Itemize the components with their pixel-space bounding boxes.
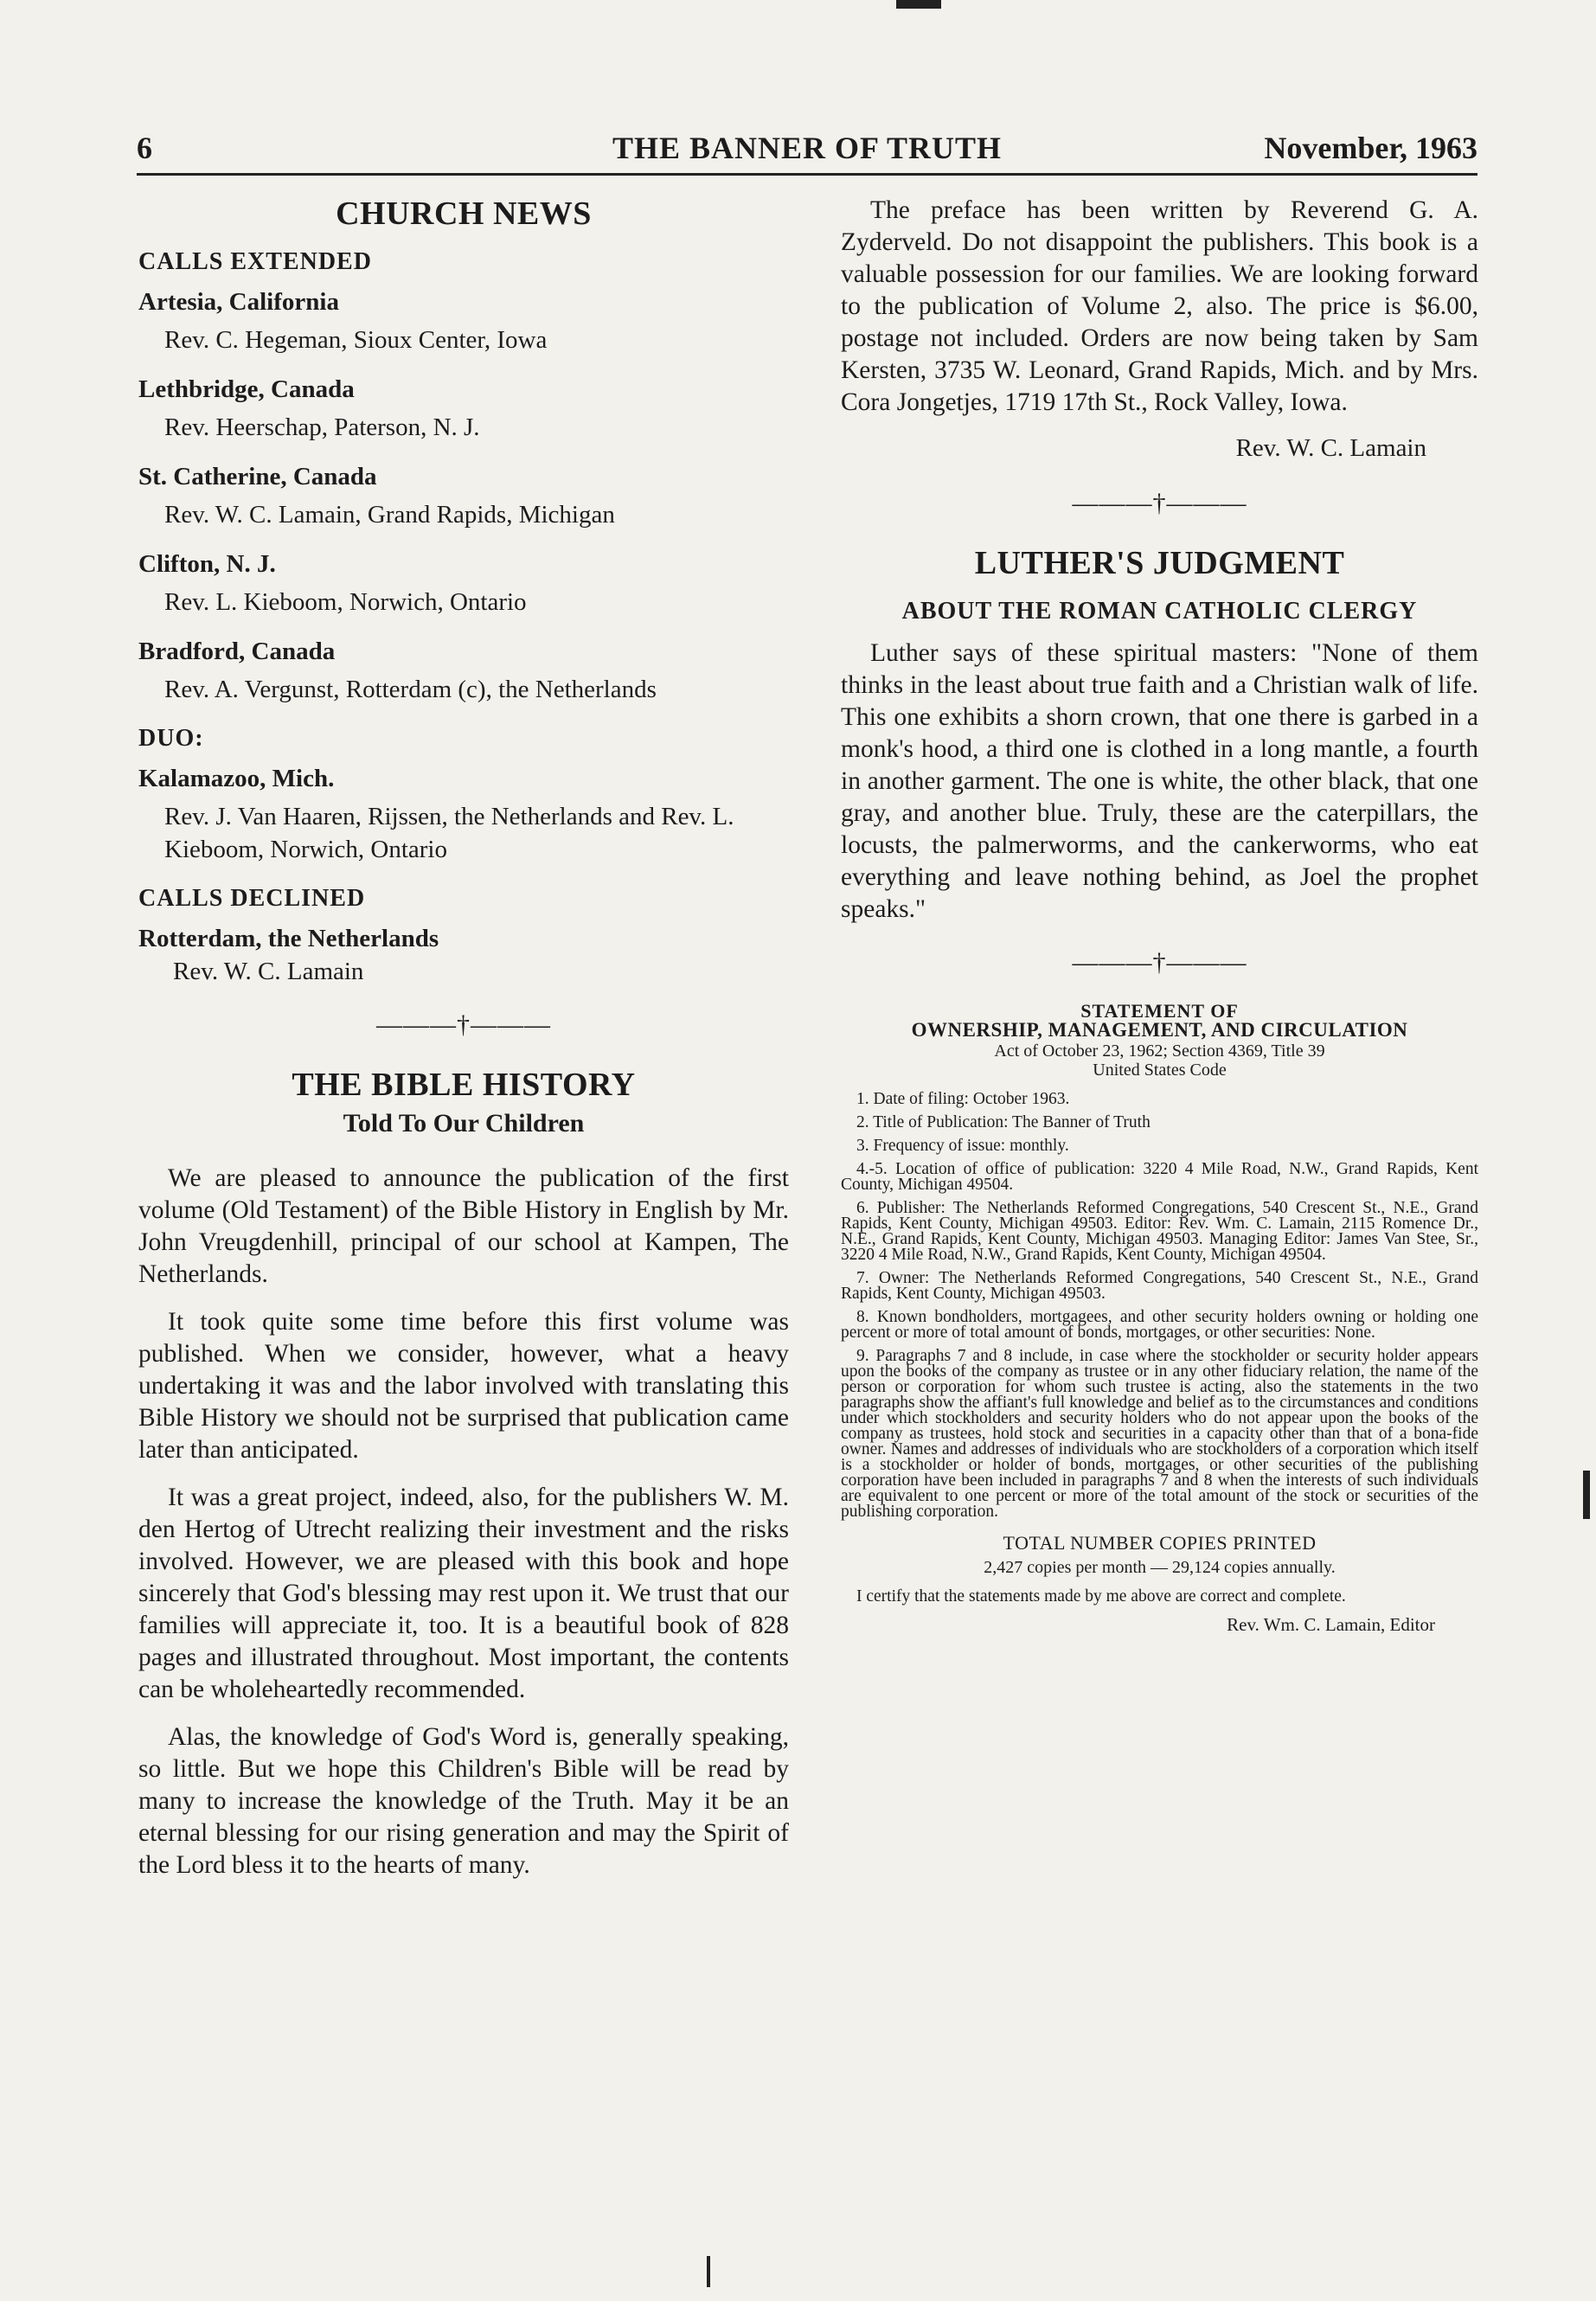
- call-place: Artesia, California: [138, 288, 339, 316]
- call-detail: Rev. L. Kieboom, Norwich, Ontario: [164, 588, 527, 616]
- article-paragraph: We are pleased to announce the publication of the first volume (Old Testament) of the Bible History in English by Mr. John Vreugdenhill, principal of our school at Kampen, The Netherlands.: [138, 1164, 789, 1288]
- article-paragraph: It was a great project, indeed, also, for the publishers W. M. den Hertog of Utrecht realizing their investment and the risks involved. However, we are pleased with this book and hope sincerely that God's blessing may rest upon it. We trust that our families will appreciate it, too. It is a beautiful book of 828 pages and illustrated throughout. Most important, the contents can be wholeheartedly recommended.: [138, 1484, 789, 1703]
- article-paragraph: It took quite some time before this first volume was published. When we consider, however, what a heavy undertaking it was and the labor involved with translating this Bible History we should not be surprised that publication came later than anticipated.: [138, 1308, 789, 1464]
- article-continuation: The preface has been written by Reverend G. A. Zyderveld. Do not disappoint the publishers. This book is a valuable possession for our families. We are looking forward to the publication of Volume 2, also. The price is $6.00, postage not included. Orders are now being taken by Sam Kersten, 3735 W. Leonard, Grand Rapids, Mich. and by Mrs. Cora Jongetjes, 1719 17th St., Rock Valley, Iowa.: [841, 196, 1478, 416]
- publication-title: THE BANNER OF TRUTH: [612, 131, 1003, 165]
- right-column: [841, 195, 1478, 1635]
- statement-heading: STATEMENT OF: [1080, 1000, 1239, 1022]
- call-place: Lethbridge, Canada: [138, 375, 355, 403]
- statement-item: 9. Paragraphs 7 and 8 include, in case where the stockholder or security holder appears upon the books of the company as trustee or in any other fiduciary relation, the name of the person or corporation for whom such trustee is acting, also the statements in the two paragraphs show the affiant's full knowledge and belief as to the circumstances and conditions under which stockholders and security holders who do not appear upon the books of the company as trustees, hold stock and securities in a capacity other than that of a bona-fide owner. Names and addresses of individuals who are stockholders of a corporation which itself is a stockholder or holder of bonds, mortgages, or other securities of the publishing corporation have been included in paragraphs 7 and 8 when the interests of such individuals are equivalent to one percent or more of the total amount of the stock or securities of the publishing corporation.: [841, 1347, 1478, 1521]
- call-place: St. Catherine, Canada: [138, 463, 377, 490]
- call-detail: Rev. A. Vergunst, Rotterdam (c), the Netherlands: [164, 676, 657, 703]
- scan-mark: [1583, 1471, 1590, 1519]
- calls-declined-heading: CALLS DECLINED: [138, 885, 366, 912]
- issue-date: November, 1963: [1264, 131, 1477, 165]
- church-news-title: CHURCH NEWS: [336, 195, 592, 232]
- total-copies-heading: TOTAL NUMBER COPIES PRINTED: [1003, 1532, 1317, 1554]
- call-detail: Rev. W. C. Lamain, Grand Rapids, Michigan: [164, 501, 615, 529]
- statement-item: 1. Date of filing: October 1963.: [856, 1090, 1070, 1108]
- statement-item: 8. Known bondholders, mortgagees, and other security holders owning or holding one percent or more of total amount of bonds, mortgages, or other securities: None.: [841, 1308, 1478, 1342]
- luther-text: Luther says of these spiritual masters: "None of them thinks in the least about true faith and a Christian walk of life. This one exhibits a shorn crown, that one there is garbed in a monk's hood, a third one is clothed in a long mantle, a fourth in another garment. The one is white, the other black, that one gray, and another blue. Truly, these are the caterpillars, the locusts, the palmerworms, and the cankerworms, who eat everything and leave nothing behind, as Joel the prophet speaks.": [841, 639, 1478, 923]
- call-detail: Rev. C. Hegeman, Sioux Center, Iowa: [164, 326, 548, 354]
- luther-subtitle: ABOUT THE ROMAN CATHOLIC CLERGY: [901, 598, 1418, 625]
- editor-signature: Rev. Wm. C. Lamain, Editor: [1227, 1614, 1435, 1635]
- calls-extended-heading: CALLS EXTENDED: [138, 248, 372, 275]
- declined-detail: Rev. W. C. Lamain: [173, 958, 364, 985]
- scan-mark: [896, 0, 941, 9]
- call-place: Clifton, N. J.: [138, 550, 276, 578]
- section-separator: ———†———: [1072, 948, 1247, 977]
- article-signature: Rev. W. C. Lamain: [1235, 434, 1426, 462]
- article-paragraph: Alas, the knowledge of God's Word is, generally speaking, so little. But we hope this Children's Bible will be read by many to increase the knowledge of the Truth. May it be an eternal blessing for our rising generation and may the Spirit of the Lord bless it to the hearts of many.: [138, 1723, 789, 1879]
- statement-item: 2. Title of Publication: The Banner of Truth: [856, 1113, 1151, 1131]
- ownership-statement: [841, 1000, 1478, 1635]
- certification: I certify that the statements made by me above are correct and complete.: [856, 1587, 1346, 1606]
- statement-subheading: OWNERSHIP, MANAGEMENT, AND CIRCULATION: [911, 1019, 1408, 1041]
- copies-printed: 2,427 copies per month — 29,124 copies annually.: [984, 1558, 1336, 1577]
- call-detail: Rev. Heerschap, Paterson, N. J.: [164, 413, 480, 441]
- duo-heading: DUO:: [138, 725, 204, 752]
- bible-history-subtitle: Told To Our Children: [343, 1109, 585, 1138]
- statement-item: 4.-5. Location of office of publication: 3220 4 Mile Road, N.W., Grand Rapids, Kent County, Michigan 49504.: [841, 1160, 1478, 1194]
- page-header: [137, 125, 1477, 176]
- scan-mark: [707, 2256, 710, 2287]
- page-number: 6: [137, 131, 152, 165]
- call-place: Bradford, Canada: [138, 638, 336, 665]
- section-separator: ———†———: [1072, 489, 1247, 517]
- statement-code: United States Code: [1093, 1061, 1227, 1080]
- luther-title: LUTHER'S JUDGMENT: [974, 545, 1345, 581]
- left-column: [138, 195, 789, 1897]
- statement-act: Act of October 23, 1962; Section 4369, Title 39: [994, 1042, 1325, 1061]
- statement-item: 6. Publisher: The Netherlands Reformed Congregations, 540 Crescent St., N.E., Grand Rapids, Kent County, Michigan 49503. Editor: Rev. Wm. C. Lamain, 2115 Romence Dr., N.E., Grand Rapids, Kent County, Michigan 49503. Managing Editor: James Van Stee, Sr., 3220 4 Mile Road, N.W., Grand Rapids, Kent County, Michigan 49504.: [841, 1199, 1478, 1264]
- bible-history-title: THE BIBLE HISTORY: [292, 1067, 636, 1103]
- duo-place: Kalamazoo, Mich.: [138, 765, 335, 792]
- statement-item: 3. Frequency of issue: monthly.: [856, 1137, 1069, 1155]
- statement-item: 7. Owner: The Netherlands Reformed Congregations, 540 Crescent St., N.E., Grand Rapids, Kent County, Michigan 49503.: [841, 1269, 1478, 1303]
- section-separator: ———†———: [376, 1010, 551, 1039]
- declined-place: Rotterdam, the Netherlands: [138, 925, 439, 952]
- duo-detail: Rev. J. Van Haaren, Rijssen, the Netherlands and Rev. L. Kieboom, Norwich, Ontario: [164, 803, 734, 863]
